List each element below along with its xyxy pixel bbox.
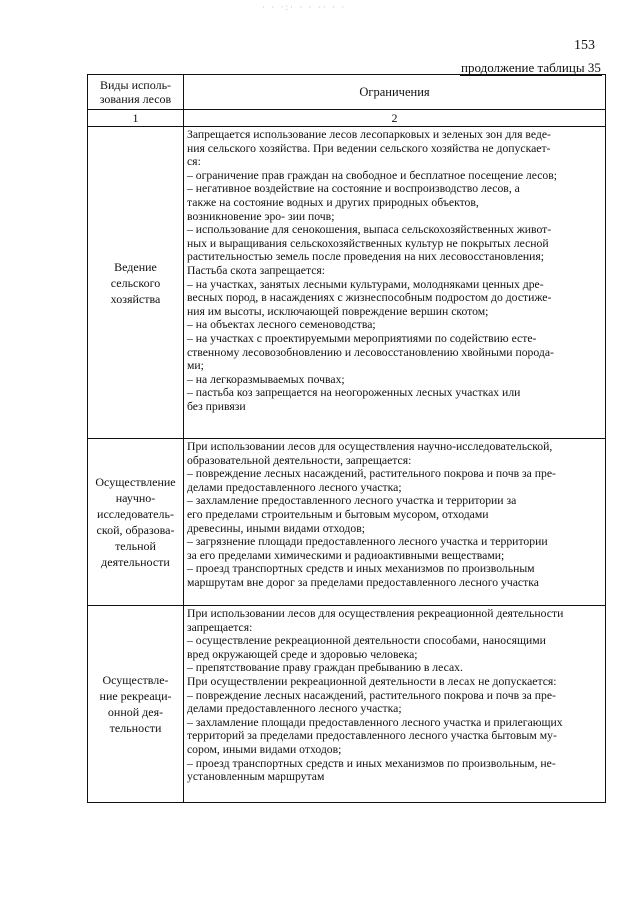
restriction-line: – захламление предоставленного лесного участка и территории за xyxy=(187,494,517,508)
kind-line: Ведение xyxy=(114,259,157,274)
forest-use-type-agriculture xyxy=(88,127,184,439)
restriction-line: растительностью земель после проведения на них лесовосстановления; xyxy=(187,250,545,264)
restriction-line: Запрещается использование лесов лесопарковых и зеленых зон для веде- xyxy=(187,128,551,141)
restriction-line: – ограничение прав граждан на свободное и бесплатное посещение лесов; xyxy=(187,168,558,182)
restriction-line: также на состояние водных и других природных объектов, xyxy=(187,195,479,209)
restriction-line: ся: xyxy=(187,155,201,169)
forest-use-type-research-education xyxy=(88,439,184,606)
restrictions-recreation xyxy=(184,606,606,803)
restriction-line: – осуществление рекреационной деятельности способами, наносящими xyxy=(187,634,546,648)
kind-line: хозяйства xyxy=(110,291,161,306)
restriction-line: запрещается: xyxy=(187,620,253,634)
restriction-line: – на объектах лесного семеноводства; xyxy=(187,318,376,332)
kind-line: ской, образова- xyxy=(96,523,175,537)
kind-line: научно- xyxy=(115,491,156,505)
kind-line: деятельности xyxy=(101,555,170,569)
restriction-line: – на участках, занятых лесными культурами, молодняками ценных дре- xyxy=(187,277,544,291)
restriction-line: – повреждение лесных насаждений, растительного покрова и почв за пре- xyxy=(187,467,556,481)
page-number: 153 xyxy=(574,38,595,53)
restriction-line: – на участках с проектируемыми мероприятиями по содействию есте- xyxy=(187,331,537,345)
restriction-line: ных и выращивания сельскохозяйственных культур не покрытых лесной xyxy=(187,236,549,250)
column-number-2: 2 xyxy=(184,110,606,127)
restriction-line: образовательной деятельности, запрещается: xyxy=(187,453,412,467)
header-restrictions: Ограничения xyxy=(184,75,606,110)
column-number-1: 1 xyxy=(88,110,184,127)
restriction-line: установленным маршрутам xyxy=(187,770,325,784)
table-caption: продолжение таблицы 35 xyxy=(461,60,601,75)
restriction-line: маршрутам вне дорог за пределами предоставленного лесного участка xyxy=(187,575,539,589)
kind-line: Осуществление xyxy=(95,475,176,489)
restriction-line: древесины, иными видами отходов; xyxy=(187,521,365,535)
restriction-line: ми; xyxy=(187,359,204,373)
kind-line: тельной xyxy=(115,539,156,553)
restriction-line: – загрязнение площади предоставленного лесного участка и территории xyxy=(187,535,548,549)
restriction-line: вред окружающей среде и здоровью человека; xyxy=(187,647,418,661)
restriction-line: – пастьба коз запрещается на неогороженных лесных участках или xyxy=(187,386,521,400)
scan-mark: · · ·:· · · ·· · · xyxy=(262,2,347,12)
restriction-line: – негативное воздействие на состояние и воспроизводство лесов, а xyxy=(187,182,520,196)
kind-line: исследователь- xyxy=(97,507,174,521)
restriction-line: его пределами строительным и бытовым мусором, отходами xyxy=(187,507,489,521)
restriction-line: Пастьба скота запрещается: xyxy=(187,263,326,277)
column-number-row xyxy=(88,110,606,127)
restriction-line: весных пород, в насаждениях с жизнеспособным подростом до достиже- xyxy=(187,291,552,305)
restriction-line: При использовании лесов для осуществления научно-исследовательской, xyxy=(187,440,553,453)
restriction-line: – проезд транспортных средств и иных механизмов по произвольным xyxy=(187,562,535,576)
restriction-line: делами предоставленного лесного участка; xyxy=(187,702,402,716)
restriction-line: за его пределами химическими и радиоактивными веществами; xyxy=(187,548,505,562)
restriction-line: При осуществлении рекреационной деятельности в лесах не допускается: xyxy=(187,674,557,688)
table-header-row xyxy=(88,75,606,110)
restriction-line: делами предоставленного лесного участка; xyxy=(187,480,402,494)
restriction-line: При использовании лесов для осуществления рекреационной деятельности xyxy=(187,607,564,620)
restriction-line: возникновение эро- зии почв; xyxy=(187,209,335,223)
restriction-line: ния им высоты, исключающей повреждение вершин скотом; xyxy=(187,304,489,318)
restriction-line: ственному лесовозобновлению и лесовосстановлению хвойными порода- xyxy=(187,345,554,359)
header-col1-line: зования лесов xyxy=(99,92,172,106)
restriction-line: – на легкоразмываемых почвах; xyxy=(187,372,345,386)
restrictions-research-education xyxy=(184,439,606,606)
table-row xyxy=(88,606,606,803)
table-row xyxy=(88,439,606,606)
header-forest-use-types xyxy=(88,75,184,110)
kind-line: сельского xyxy=(110,275,161,290)
restriction-line: – повреждение лесных насаждений, растительного покрова и почв за пре- xyxy=(187,688,556,702)
restriction-line: – использование для сенокошения, выпаса сельскохозяйственных живот- xyxy=(187,223,552,237)
header-col1-line: Виды исполь- xyxy=(99,78,172,92)
kind-line: тельности xyxy=(109,721,162,735)
restriction-line: сором, иными видами отходов; xyxy=(187,742,342,756)
restriction-line: территорий за пределами предоставленного лесного участка бытовым му- xyxy=(187,729,557,743)
kind-line: Осуществле- xyxy=(102,673,169,687)
restriction-line: без привязи xyxy=(187,399,246,413)
restrictions-table xyxy=(87,74,606,803)
restriction-line: ния сельского хозяйства. При ведении сельского хозяйства не допускает- xyxy=(187,141,551,155)
restrictions-agriculture xyxy=(184,127,606,439)
kind-line: ние рекреаци- xyxy=(99,689,172,703)
restriction-line: – захламление площади предоставленного лесного участка и прилегающих xyxy=(187,715,563,729)
kind-line: онной дея- xyxy=(107,705,164,719)
restriction-line: – препятствование праву граждан пребыванию в лесах. xyxy=(187,661,463,675)
forest-use-type-recreation xyxy=(88,606,184,803)
restriction-line: – проезд транспортных средств и иных механизмов по произвольным, не- xyxy=(187,756,556,770)
table-row xyxy=(88,127,606,439)
